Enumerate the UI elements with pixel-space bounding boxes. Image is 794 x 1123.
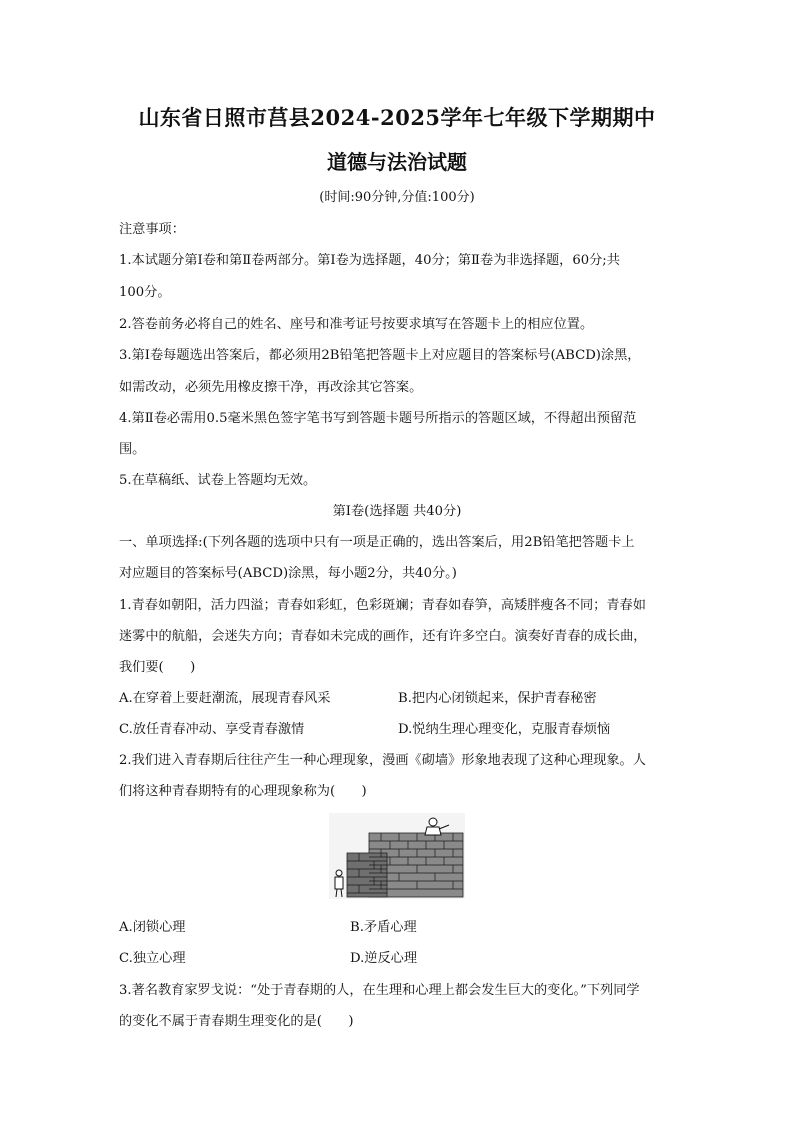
section-heading: 第Ⅰ卷(选择题 共40分) [332,504,462,519]
question-1-stem: 1.青春如朝阳，活力四溢；青春如彩虹，色彩斑斓；青春如春笋，高矮胖瘦各不同；青春如 [119,598,646,613]
note-item-2: 2.答卷前务必将自己的姓名、座号和准考证号按要求填写在答题卡上的相应位置。 [119,317,594,332]
question-1-stem-3: 我们要( ) [119,660,196,675]
question-1-stem-2: 迷雾中的航船，会迷失方向；青春如未完成的画作，还有许多空白。演奏好青春的成长曲， [119,629,647,644]
exam-subject: 道德与法治试题 [327,150,467,174]
note-item-3: 3.第Ⅰ卷每题选出答案后，都必须用2B铅笔把答题卡上对应题目的答案标号(ABCD)涂黑， [119,348,641,363]
question-3-stem: 3.著名教育家罗戈说：“处于青春期的人，在生理和心理上都会发生巨大的变化。”下列同学 [119,983,640,998]
section-instructions-cont: 对应题目的答案标号(ABCD)涂黑，每小题2分，共40分。) [119,566,457,581]
note-item-3-cont: 如需改动，必须先用橡皮擦干净，再改涂其它答案。 [119,380,423,395]
note-item-1: 1.本试题分第Ⅰ卷和第Ⅱ卷两部分。第Ⅰ卷为选择题，40分；第Ⅱ卷为非选择题，60分;共 [119,253,620,268]
question-1-option-c: C.放任青春冲动、享受青春激情 [119,722,305,737]
question-1-option-d: D.悦纳生理心理变化，克服青春烦恼 [398,722,611,737]
note-item-1-cont: 100分。 [119,285,171,300]
time-score: (时间:90分钟,分值:100分) [319,190,475,205]
notes-heading: 注意事项： [119,222,185,237]
section-instructions: 一、单项选择:(下列各题的选项中只有一项是正确的，选出答案后，用2B铅笔把答题卡上 [119,535,635,550]
question-2-option-b: B.矛盾心理 [350,920,417,935]
question-2-stem: 2.我们进入青春期后往往产生一种心理现象，漫画《砌墙》形象地表现了这种心理现象。人 [119,753,646,768]
wall-building-cartoon [329,813,465,899]
note-item-4-cont: 围。 [119,442,146,457]
question-1-option-a: A.在穿着上要赶潮流，展现青春风采 [119,691,331,706]
question-1-option-b: B.把内心闭锁起来，保护青春秘密 [398,691,597,706]
question-2-option-c: C.独立心理 [119,951,186,966]
question-2-option-a: A.闭锁心理 [119,920,186,935]
question-3-stem-2: 的变化不属于青春期生理变化的是( ) [119,1014,354,1029]
question-2-stem-2: 们将这种青春期特有的心理现象称为( ) [119,784,367,799]
note-item-4: 4.第Ⅱ卷必需用0.5毫米黑色签字笔书写到答题卡题号所指示的答题区域，不得超出预留范 [119,411,637,426]
note-item-5: 5.在草稿纸、试卷上答题均无效。 [119,473,317,488]
question-2-option-d: D.逆反心理 [350,951,418,966]
exam-title: 山东省日照市莒县2024-2025学年七年级下学期期中 [138,105,656,130]
